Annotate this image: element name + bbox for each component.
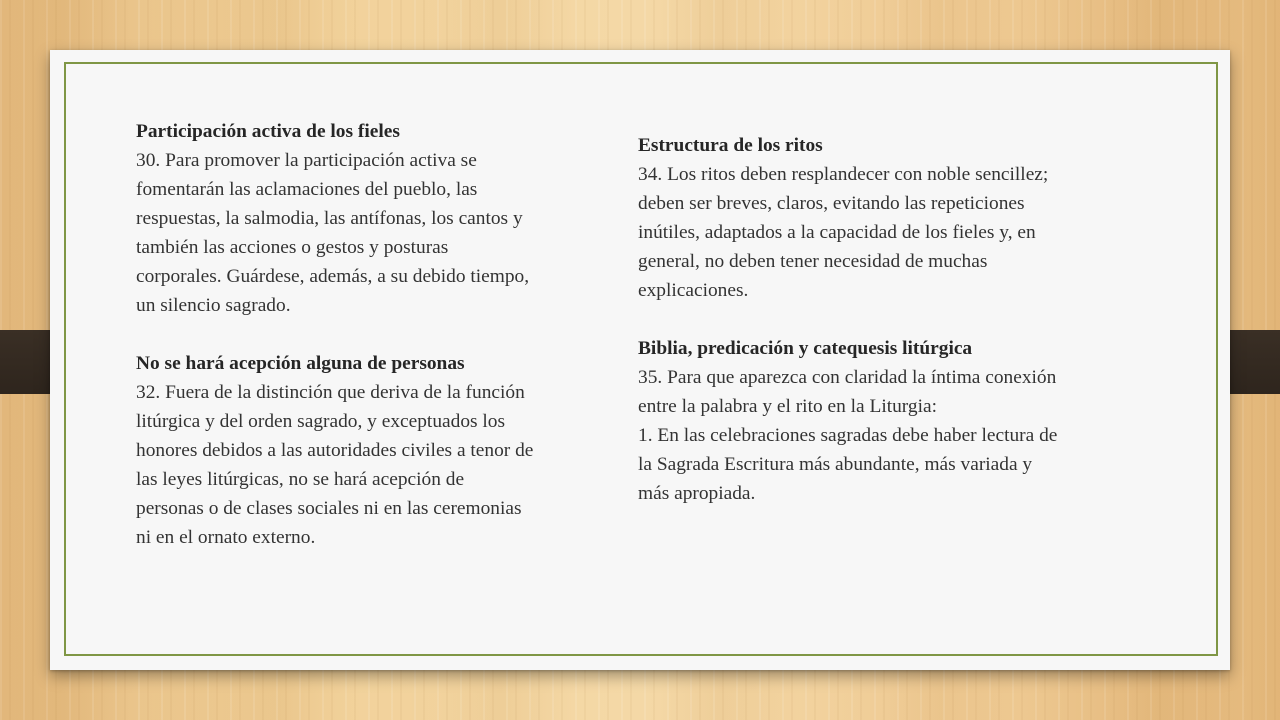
- section-heading: No se hará acepción alguna de personas: [136, 353, 465, 374]
- section-acepcion: [136, 349, 536, 552]
- section-heading: Participación activa de los fieles: [136, 121, 400, 142]
- section-participacion: [136, 117, 536, 320]
- section-estructura: [638, 131, 1058, 305]
- slide-card: [50, 50, 1230, 670]
- section-heading: Biblia, predicación y catequesis litúrgica: [638, 338, 973, 359]
- section-body: 34. Los ritos deben resplandecer con noble sencillez; deben ser breves, claros, evitando las repeticiones inútiles, adaptados a la capacidad de los fieles y, en general, no deben tener necesidad de muchas explicaciones.: [638, 164, 1049, 301]
- section-body: 35. Para que aparezca con claridad la íntima conexión entre la palabra y el rito en la Liturgia:: [638, 367, 1057, 417]
- section-biblia: [638, 334, 1058, 508]
- left-text-column: [136, 117, 536, 552]
- right-text-column: [638, 131, 1058, 508]
- section-body: 30. Para promover la participación activa se fomentarán las aclamaciones del pueblo, las respuestas, la salmodia, las antífonas, los cantos y también las acciones o gestos y posturas corporales. Guárdese, además, a su debido tiempo, un silencio sagrado.: [136, 150, 530, 316]
- section-list-item: 1. En las celebraciones sagradas debe haber lectura de la Sagrada Escritura más abundante, más variada y más apropiada.: [638, 425, 1058, 504]
- section-heading: Estructura de los ritos: [638, 135, 823, 156]
- section-body: 32. Fuera de la distinción que deriva de la función litúrgica y del orden sagrado, y exceptuados los honores debidos a las autoridades civiles a tenor de las leyes litúrgicas, no se hará acepción de personas o de clases sociales ni en las ceremonias ni en el ornato externo.: [136, 382, 534, 548]
